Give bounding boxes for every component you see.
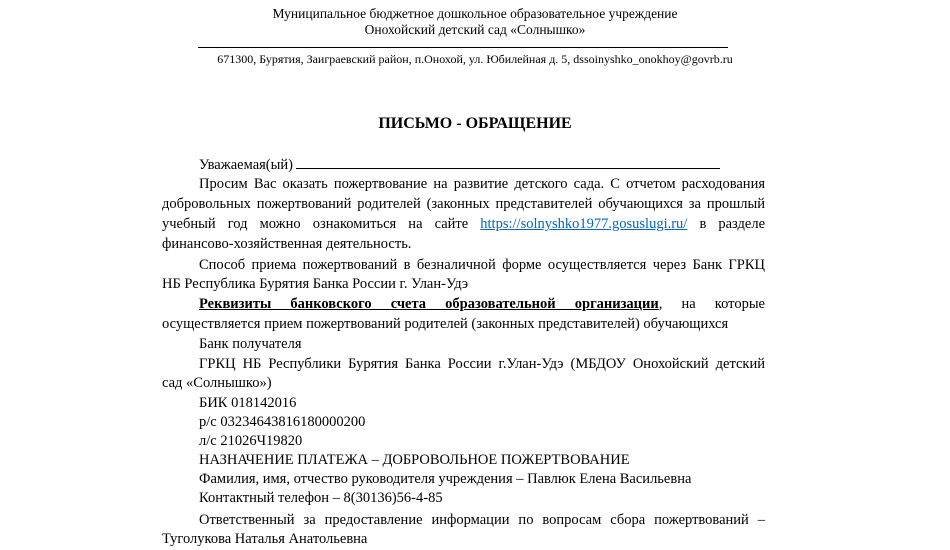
bik-line: БИК 018142016 xyxy=(199,395,297,411)
bank-details-heading: Реквизиты банковского счета образовательной организации xyxy=(199,296,659,312)
bank-name-line-1: ГРКЦ НБ Республики Бурятия Банка России г.Улан-Удэ (МБДОУ Онохойский детский xyxy=(199,356,765,372)
paragraph-1-line-1: Просим Вас оказать пожертвование на развитие детского сада. С отчетом расходования xyxy=(199,176,765,192)
letter-title: ПИСЬМО - ОБРАЩЕНИЕ xyxy=(378,115,572,132)
settlement-account-line: р/с 03234643816180000200 xyxy=(199,414,366,430)
recipient-blank xyxy=(296,155,720,169)
bank-label: Банк получателя xyxy=(199,336,302,352)
bank-name-line-2: сад «Солнышко») xyxy=(162,375,272,391)
paragraph-1-line-2: добровольных пожертвований родителей (законных представителей обучающихся за прошлый xyxy=(162,196,765,212)
paragraph-1-line-3-tail: в разделе xyxy=(699,216,766,232)
website-link[interactable]: https://solnyshko1977.gosuslugi.ru/ xyxy=(480,216,688,232)
personal-account-line: л/с 21026Ч19820 xyxy=(199,433,303,449)
phone-line: Контактный телефон – 8(30136)56-4-85 xyxy=(199,490,443,506)
org-name-line2: Онохойский детский сад «Солнышко» xyxy=(364,22,586,37)
paragraph-3-line-1 xyxy=(162,295,765,314)
director-line: Фамилия, имя, отчество руководителя учреждения – Павлюк Елена Васильевна xyxy=(199,471,692,487)
header-divider xyxy=(198,47,728,48)
org-name-line1: Муниципальное бюджетное дошкольное образовательное учреждение xyxy=(272,6,678,21)
bank-details-heading-tail: , на которые xyxy=(658,296,765,312)
paragraph-2-line-2: НБ Республика Бурятия Банка России г. Улан-Удэ xyxy=(162,276,469,292)
paragraph-3-line-2: осуществляется прием пожертвований родителей (законных представителей) обучающихся xyxy=(162,316,729,332)
responsible-line-1: Ответственный за предоставление информации по вопросам сбора пожертвований – xyxy=(199,512,765,528)
payment-purpose-line: НАЗНАЧЕНИЕ ПЛАТЕЖА – ДОБРОВОЛЬНОЕ ПОЖЕРТВОВАНИЕ xyxy=(199,452,630,468)
paragraph-1-line-3 xyxy=(162,215,765,234)
paragraph-1-line-3-text: учебный год можно ознакомиться на сайте xyxy=(162,216,469,232)
paragraph-1-line-4: финансово-хозяйственная деятельность. xyxy=(162,236,412,252)
greeting-text: Уважаемая(ый) xyxy=(199,157,293,173)
responsible-line-2: Туголукова Наталья Анатольевна xyxy=(162,531,368,547)
greeting-line xyxy=(162,155,765,174)
org-address: 671300, Бурятия, Заиграевский район, п.Онохой, ул. Юбилейная д. 5, dssoinyshko_onokhoy@govrb.ru xyxy=(217,52,733,66)
paragraph-2-line-1: Способ приема пожертвований в безналичной форме осуществляется через Банк ГРКЦ xyxy=(199,257,765,273)
